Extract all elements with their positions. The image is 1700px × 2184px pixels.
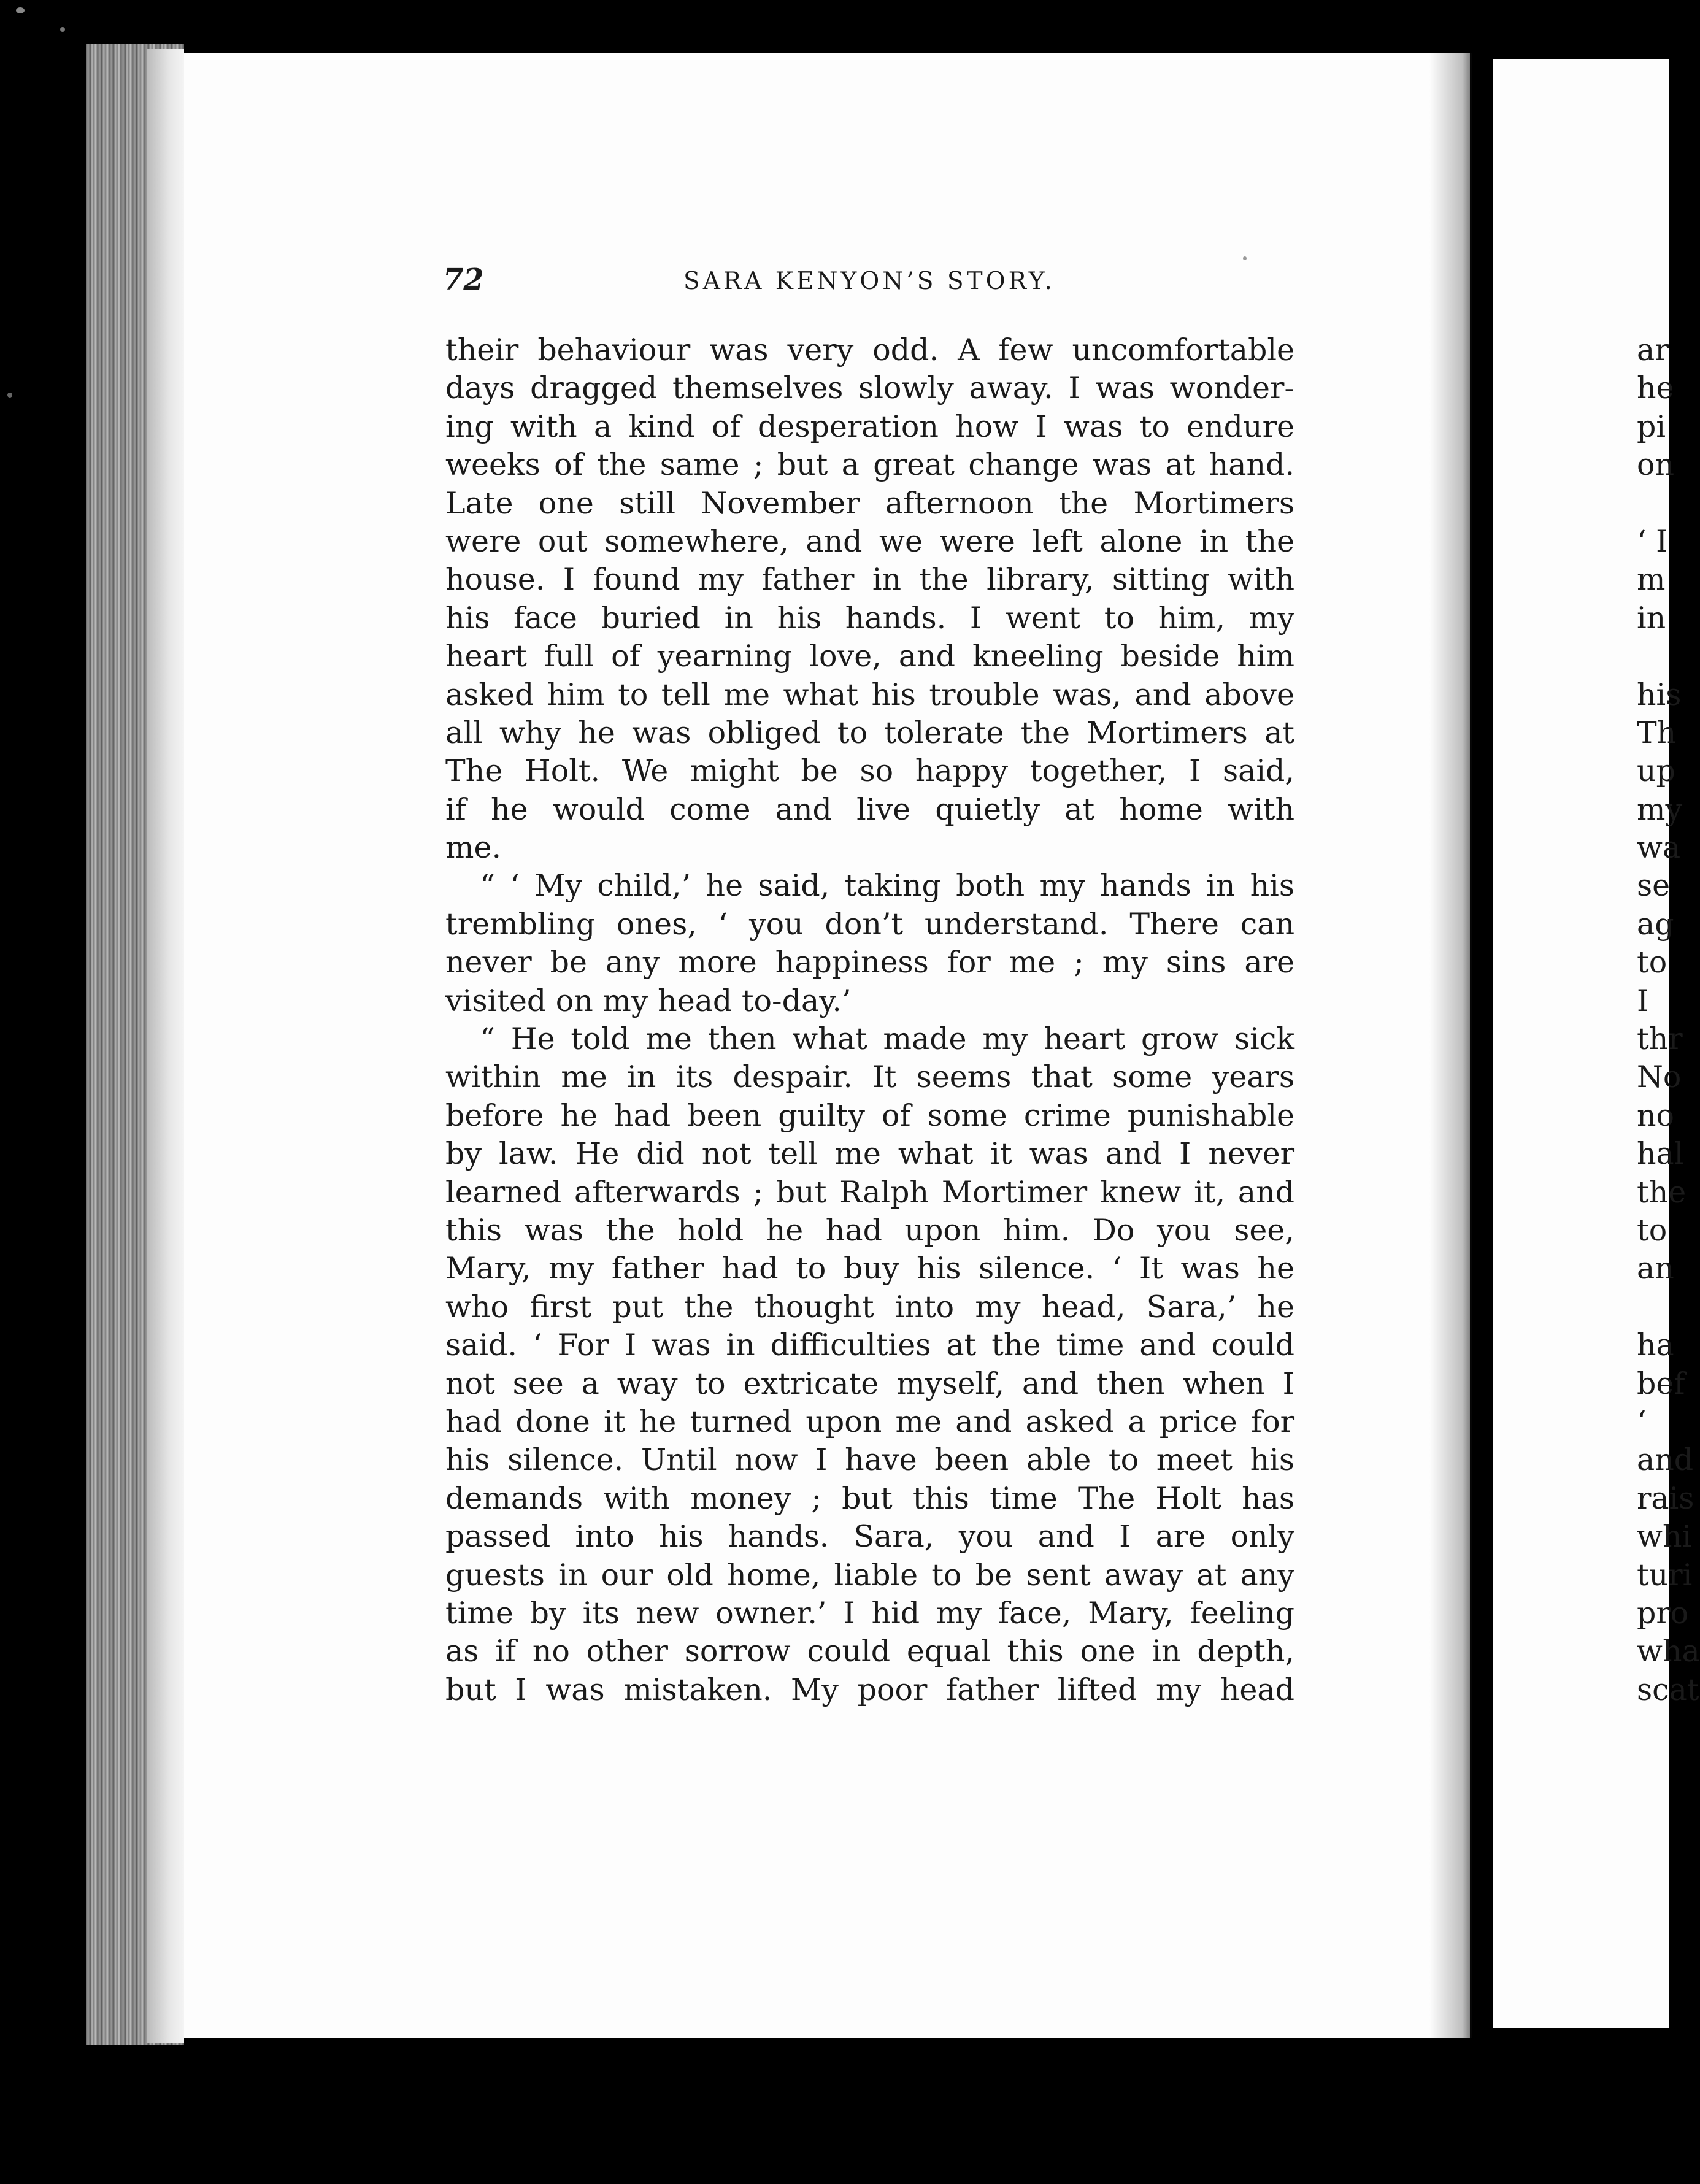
text-line: ing with a kind of desperation how I was to endure [445,409,1294,444]
right-page-fragment: my [1637,791,1683,827]
text-line: days dragged themselves slowly away. I was wonder- [445,371,1294,406]
right-page-fragment: on [1637,447,1675,483]
right-page-fragment: scat [1637,1672,1699,1707]
right-page-fragment: to [1637,1212,1667,1248]
text-line: before he had been guilty of some crime punishable [445,1098,1294,1133]
right-page-fragment: whi [1637,1519,1692,1555]
text-line: his face buried in his hands. I went to him, my [445,600,1294,636]
right-page-fragment [1637,1288,1674,1326]
right-page-fragment: no [1637,1098,1675,1133]
page-number: 72 [443,263,484,297]
text-line: “ He told me then what made my heart grow sick [480,1021,1294,1057]
right-page-fragment: hal [1637,1136,1684,1172]
right-page-fragment: turi [1637,1557,1693,1593]
running-title: SARA KENYON’S STORY. [683,267,1055,295]
text-line: were out somewhere, and we were left alone in the [445,523,1294,559]
right-page-fragment: in [1637,600,1666,636]
right-page-fragment: pi [1637,409,1666,444]
text-line: his silence. Until now I have been able to meet his [445,1442,1294,1478]
text-line: passed into his hands. Sara, you and I are only [445,1519,1294,1555]
text-line: said. ‘ For I was in difficulties at the time and could [445,1328,1294,1363]
text-line: time by its new owner.’ I hid my face, Mary, feeling [445,1595,1294,1631]
right-page-fragment: ha [1637,1328,1674,1363]
right-page-fragment: wha [1637,1634,1700,1669]
text-line: by law. He did not tell me what it was and I never [445,1136,1294,1172]
dust-speck [16,7,25,13]
text-line: asked him to tell me what his trouble was, and above [445,677,1294,712]
right-page-fragment: to [1637,945,1667,980]
right-page-fragment: an [1637,1251,1674,1286]
text-line: but I was mistaken. My poor father lifted my head [445,1672,1294,1707]
text-line: trembling ones, ‘ you don’t understand. There can [445,906,1294,942]
right-page-fragment: se [1637,868,1671,904]
right-page-fragment: and [1637,1442,1694,1478]
page-edges-highlight [147,49,184,2043]
right-page-fragment [1637,637,1674,675]
text-line: The Holt. We might be so happy together, I said, [445,753,1294,789]
right-page-fragment: up [1637,753,1675,789]
text-line: learned afterwards ; but Ralph Mortimer knew it, and [445,1174,1294,1210]
text-line: within me in its despair. It seems that some years [445,1059,1294,1095]
text-line: me. [445,830,502,866]
text-line: Late one still November afternoon the Mortimers [445,485,1294,521]
right-page-fragment: wa [1637,830,1681,866]
text-line: weeks of the same ; but a great change was at hand. [445,447,1294,483]
text-line: visited on my head to-day.’ [445,983,852,1018]
right-page-fragment: rais [1637,1480,1694,1516]
text-line: never be any more happiness for me ; my sins are [445,945,1294,980]
right-page-fragment: the [1637,1174,1687,1210]
dust-speck [60,27,65,32]
text-line: all why he was obliged to tolerate the Mortimers at [445,715,1294,750]
text-line: as if no other sorrow could equal this one in depth, [445,1634,1294,1669]
right-page-fragment: m [1637,562,1666,598]
book-spine-gap [1472,37,1493,2061]
right-page-fragment [1637,485,1674,523]
right-page-fragment: ar [1637,333,1669,367]
right-page-fragment: thr [1637,1021,1683,1057]
right-page-fragment: ‘ I [1637,523,1668,559]
text-line: not see a way to extricate myself, and then when I [445,1366,1294,1401]
text-line: house. I found my father in the library, sitting with [445,562,1294,598]
ink-speck [1243,256,1247,260]
text-line: had done it he turned upon me and asked a price for [445,1404,1294,1439]
right-page-fragment: I [1637,983,1649,1018]
text-line: their behaviour was very odd. A few uncomfortable [445,333,1294,367]
right-page-fragment: ‘ [1637,1404,1647,1439]
text-line: guests in our old home, liable to be sent away at any [445,1557,1294,1593]
right-page-text [1637,331,1700,1709]
right-page-fragment: Th [1637,715,1677,750]
text-line: demands with money ; but this time The Holt has [445,1480,1294,1516]
text-line: this was the hold he had upon him. Do you see, [445,1212,1294,1248]
right-page-fragment: No [1637,1059,1682,1095]
right-page-fragment: ag [1637,906,1674,942]
right-page-fragment: bef [1637,1366,1685,1401]
text-line: “ ‘ My child,’ he said, taking both my hands in his [480,868,1294,904]
text-line: who first put the thought into my head, Sara,’ he [445,1289,1294,1325]
text-line: Mary, my father had to buy his silence. ‘ It was he [445,1251,1294,1286]
dust-speck [7,393,12,398]
text-line: heart full of yearning love, and kneeling beside him [445,639,1294,674]
right-page-fragment: his [1637,677,1682,712]
right-page-fragment: he [1637,371,1674,406]
text-line: if he would come and live quietly at home with [445,791,1294,827]
body-text [445,331,1294,1709]
right-page-fragment: pro [1637,1595,1689,1631]
